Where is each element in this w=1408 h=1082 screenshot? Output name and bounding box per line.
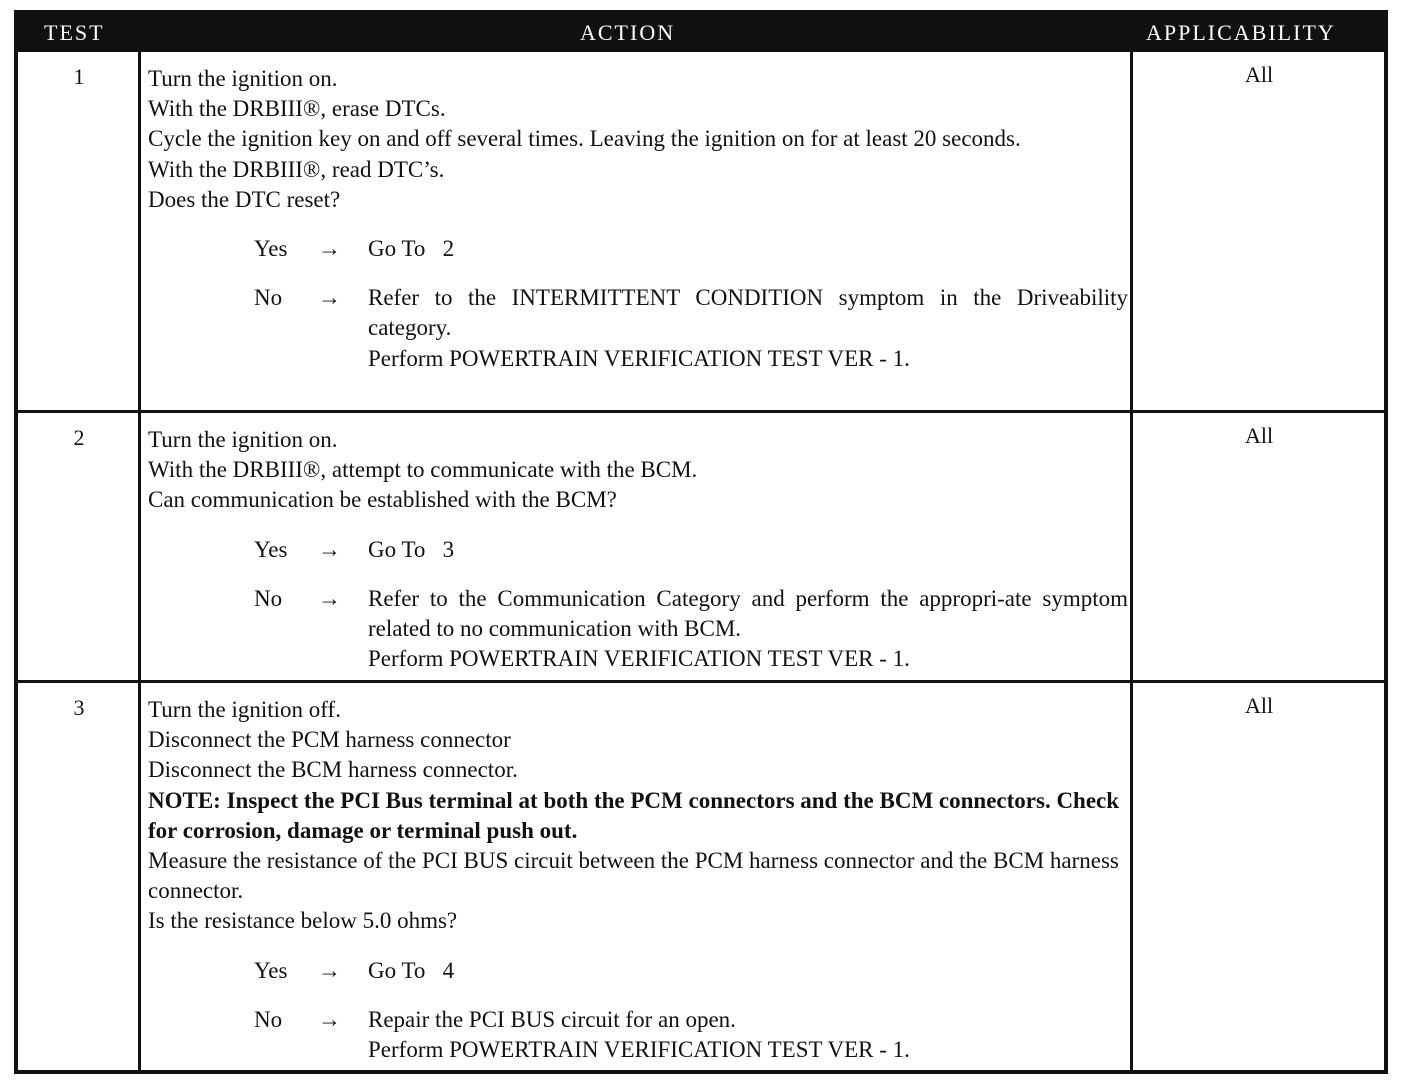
no-option <box>148 1005 1128 1065</box>
no-label: No <box>254 285 283 311</box>
yes-label: Yes <box>254 236 288 262</box>
note-text: NOTE: Inspect the PCI Bus terminal at both the PCM connectors and the BCM connectors. Check for corrosion, damage or terminal push out. <box>148 787 1120 843</box>
yes-result: Go To 2 <box>368 236 455 262</box>
yes-option <box>148 234 1128 264</box>
no-option <box>148 283 1128 374</box>
no-label: No <box>254 585 283 611</box>
table-header <box>18 14 1384 52</box>
yes-result: Go To 3 <box>368 536 455 562</box>
yes-option <box>148 535 1128 565</box>
no-label: No <box>254 1006 283 1032</box>
action-line: With the DRBIII®, read DTC’s. <box>148 156 445 182</box>
action-line: Turn the ignition on. <box>148 427 338 452</box>
test-number: 3 <box>73 695 85 720</box>
action-line: Disconnect the PCM harness connector <box>148 727 511 753</box>
arrow-icon: → <box>318 585 341 611</box>
yes-option <box>148 956 1128 986</box>
no-result-followup: Perform POWERTRAIN VERIFICATION TEST VER - 1. <box>368 646 910 672</box>
action-line: Turn the ignition off. <box>148 697 341 722</box>
no-result-followup: Perform POWERTRAIN VERIFICATION TEST VER - 1. <box>368 1037 910 1063</box>
action-line: Measure the resistance of the PCI BUS circuit between the PCM harness connector and the BCM harness connector. <box>148 848 1119 904</box>
action-cell <box>148 695 1128 1065</box>
table-row <box>18 52 1384 412</box>
arrow-icon: → <box>318 236 341 262</box>
no-result: Refer to the Communication Category and perform the appropri-ate symptom related to no communication with BCM. <box>368 585 1128 642</box>
test-number: 2 <box>73 425 85 450</box>
no-result: Repair the PCI BUS circuit for an open. <box>368 1006 736 1032</box>
header-test: TEST <box>44 20 105 45</box>
header-action: ACTION <box>580 20 676 45</box>
action-line: Can communication be established with the BCM? <box>148 487 617 513</box>
table-row <box>18 680 1384 1070</box>
test-table <box>14 10 1388 1074</box>
arrow-icon: → <box>318 957 341 983</box>
yes-result: Go To 4 <box>368 957 455 983</box>
no-result: Refer to the INTERMITTENT CONDITION symptom in the Driveability category. <box>368 285 1128 341</box>
yes-label: Yes <box>254 957 288 983</box>
no-option <box>148 584 1128 675</box>
action-line: Turn the ignition on. <box>148 66 338 91</box>
action-cell <box>148 425 1128 674</box>
yes-label: Yes <box>254 536 288 562</box>
test-number: 1 <box>73 64 85 89</box>
applicability: All <box>1244 693 1274 718</box>
header-applicability: APPLICABILITY <box>1146 20 1336 45</box>
arrow-icon: → <box>318 536 341 562</box>
table-row <box>18 410 1384 682</box>
action-line: Does the DTC reset? <box>148 186 341 212</box>
no-result-followup: Perform POWERTRAIN VERIFICATION TEST VER - 1. <box>368 345 910 371</box>
applicability: All <box>1244 423 1274 448</box>
applicability: All <box>1244 62 1274 87</box>
action-line: With the DRBIII®, attempt to communicate with the BCM. <box>148 457 698 483</box>
action-cell <box>148 64 1128 374</box>
arrow-icon: → <box>318 1006 341 1032</box>
action-line: With the DRBIII®, erase DTCs. <box>148 96 446 122</box>
action-line: Cycle the ignition key on and off several times. Leaving the ignition on for at least 20 seconds. <box>148 126 1021 152</box>
arrow-icon: → <box>318 285 341 311</box>
action-line: Is the resistance below 5.0 ohms? <box>148 908 458 934</box>
action-line: Disconnect the BCM harness connector. <box>148 757 518 783</box>
